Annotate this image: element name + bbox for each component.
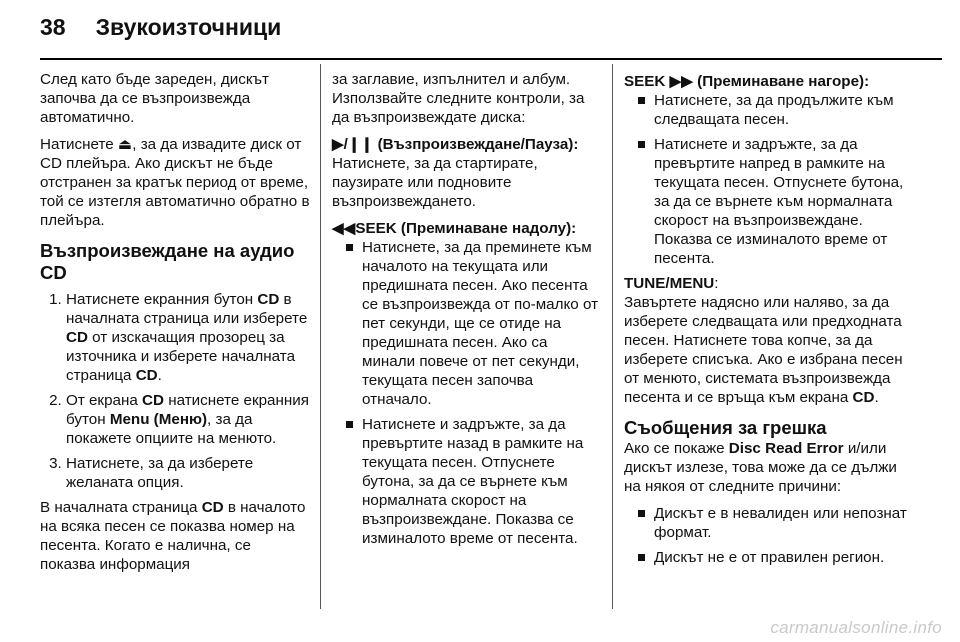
column-divider-1 xyxy=(320,64,321,609)
paragraph-autoplay: След като бъде зареден, дискът започва да се възпроизвежда автоматично. xyxy=(40,71,269,126)
play-pause-description: Натиснете, за да стартирате, паузирате или подновите възпроизвеждането. xyxy=(332,155,538,210)
list-item: Натиснете и задръжте, за да превъртите напред в рамките на текущата песен. Отпуснете бутона, за да се върнете към нормалната скорост на възпроизвеждане. Показва се изминалото време от песента. xyxy=(638,135,914,268)
paragraph-eject: Натиснете ⏏, за да извадите диск от CD плейъра. Ако дискът не бъде отстранен за кратък период от време, той се изтегля автоматично обратно в плейъра. xyxy=(40,136,310,229)
step-2: 2. От екрана CD натиснете екранния бутон Menu (Меню), за да покажете опциите на менюто. xyxy=(66,391,310,448)
header-divider xyxy=(40,58,942,60)
column-3 xyxy=(624,70,914,573)
list-item: Натиснете, за да преминете към началото на текущата или предишната песен. Ако песента се възпроизвежда от по-малко от пет секунди, ще се отиде на предишната песен. Ако са минали повече от пет секунди, текущата песен започва отначало. xyxy=(346,238,602,409)
play-pause-label: ▶/❙❙ (Възпроизвеждане/Пауза): xyxy=(332,136,579,153)
column-1 xyxy=(40,70,310,582)
page-header xyxy=(40,14,281,50)
seek-forward-label: SEEK ▶▶ (Преминаване нагоре): xyxy=(624,73,870,90)
seek-back-label: ◀◀SEEK (Преминаване надолу): xyxy=(332,220,577,237)
list-item: Натиснете и задръжте, за да превъртите назад в рамките на текущата песен. Отпуснете бутона, за да се върнете към нормалната скорост на възпроизвеждане. Показва се изминалото време от песента. xyxy=(346,415,602,548)
seek-forward-list xyxy=(624,91,914,268)
list-item: Дискът е в невалиден или непознат формат. xyxy=(638,504,914,542)
list-item: Натиснете, за да продължите към следващата песен. xyxy=(638,91,914,129)
page-number: 38 xyxy=(40,14,66,40)
column-2 xyxy=(332,70,602,554)
steps-list xyxy=(40,290,310,492)
paragraph-controls-intro: за заглавие, изпълнител и албум. Използвайте следните контроли, за да възпроизвеждате диска: xyxy=(332,71,585,126)
seek-back-list xyxy=(332,238,602,548)
paragraph-error-intro: Ако се покаже Disc Read Error и/или дискът излезе, това може да се дължи на някоя от следните причини: xyxy=(624,440,897,495)
eject-icon: ⏏ xyxy=(117,136,133,153)
error-causes-list xyxy=(624,504,914,567)
list-item: Дискът не е от правилен регион. xyxy=(638,548,914,567)
tune-menu-label: TUNE/MENU: xyxy=(624,275,719,292)
section-heading-play-cd: Възпроизвеждане на аудио CD xyxy=(40,240,295,283)
watermark: carmanualsonline.info xyxy=(770,618,942,637)
paragraph-track-info: В началната страница CD в началото на всяка песен се показва номер на песента. Когато е налична, се показва информация xyxy=(40,499,306,573)
section-heading-errors: Съобщения за грешка xyxy=(624,417,827,438)
step-1: 1. Натиснете екранния бутон CD в началната страница или изберете CD от изскачащия прозорец за източника и изберете началната страница CD. xyxy=(66,290,310,385)
page-title: Звукоизточници xyxy=(95,14,282,40)
tune-menu-description: Завъртете надясно или наляво, за да изберете следващата или предходната песен. Натиснете това копче, за да изберете списъка. Ако е избрана песен от менюто, системата възпроизвежда песента и се връща към екрана CD. xyxy=(624,294,903,406)
column-divider-2 xyxy=(612,64,613,609)
step-3: 3. Натиснете, за да изберете желаната опция. xyxy=(66,454,310,492)
